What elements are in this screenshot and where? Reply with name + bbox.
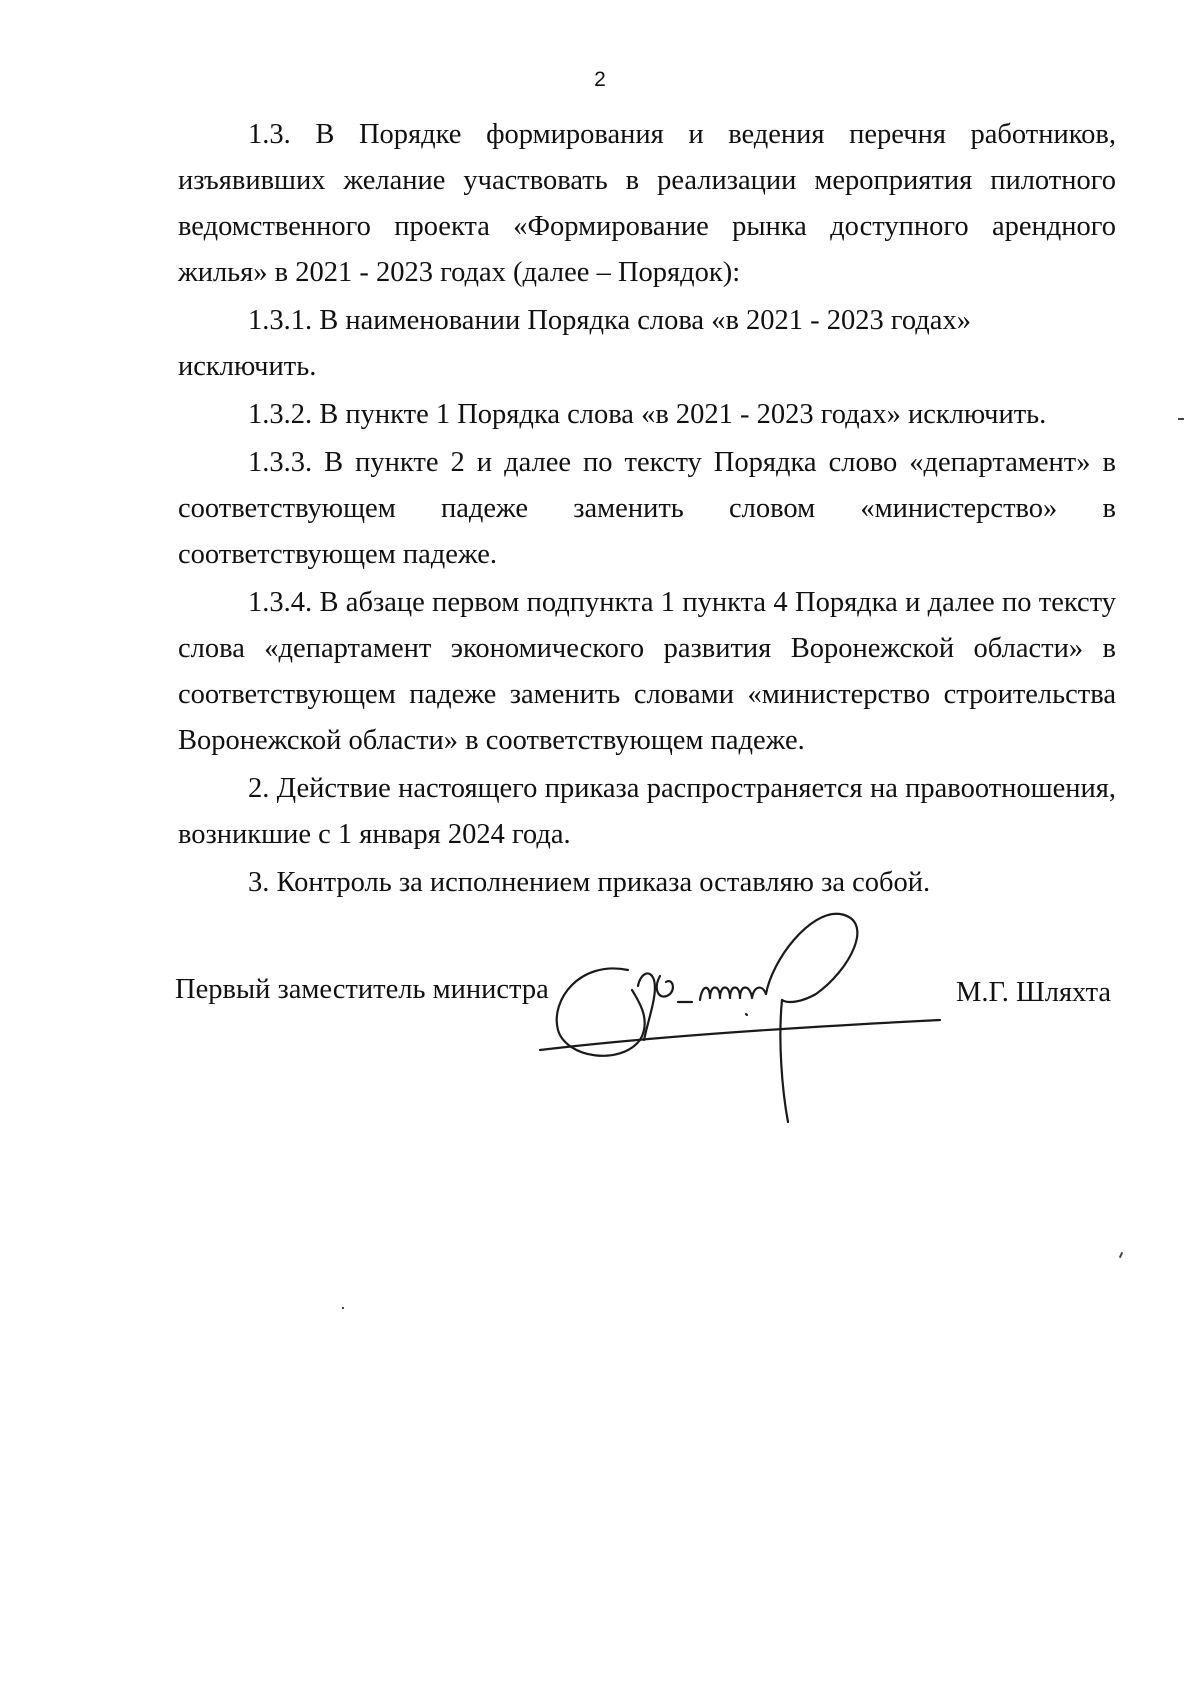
page-number: 2 <box>594 68 606 91</box>
paragraph-1-3-1: 1.3.1. В наименовании Порядка слова «в 2021 - 2023 годах» исключить. <box>178 305 971 382</box>
paragraph-1-3: 1.3. В Порядке формирования и ведения перечня работников, изъявивших желание участвовать в реализации мероприятия пилотного ведомственного проекта «Формирование рынка доступного арендного жилья» в 2021 - 2023 годах (далее – Порядок): <box>178 119 1116 288</box>
paragraph-1-3-4: 1.3.4. В абзаце первом подпункта 1 пункта 4 Порядка и далее по тексту слова «департамент экономического развития Воронежской области» в соответствующем падеже заменить словами «министерство строительства Воронежской области» в соответствующем падеже. <box>178 587 1116 756</box>
scan-speck <box>1119 1252 1123 1258</box>
document-body <box>178 112 1116 908</box>
scan-speck <box>1178 418 1184 420</box>
scan-speck <box>342 1307 344 1309</box>
signatory-name: М.Г. Шляхта <box>956 977 1112 1008</box>
paragraph-3: 3. Контроль за исполнением приказа оставляю за собой. <box>248 867 931 898</box>
handwritten-signature <box>520 890 960 1130</box>
paragraph-1-3-2: 1.3.2. В пункте 1 Порядка слова «в 2021 - 2023 годах» исключить. <box>248 399 1047 430</box>
signatory-title: Первый заместитель министра <box>175 974 549 1005</box>
paragraph-2: 2. Действие настоящего приказа распространяется на правоотношения, возникшие с 1 января 2024 года. <box>178 773 1116 850</box>
paragraph-1-3-3: 1.3.3. В пункте 2 и далее по тексту Порядка слово «департамент» в соответствующем падеже заменить словом «министерство» в соответствующем падеже. <box>178 447 1116 570</box>
